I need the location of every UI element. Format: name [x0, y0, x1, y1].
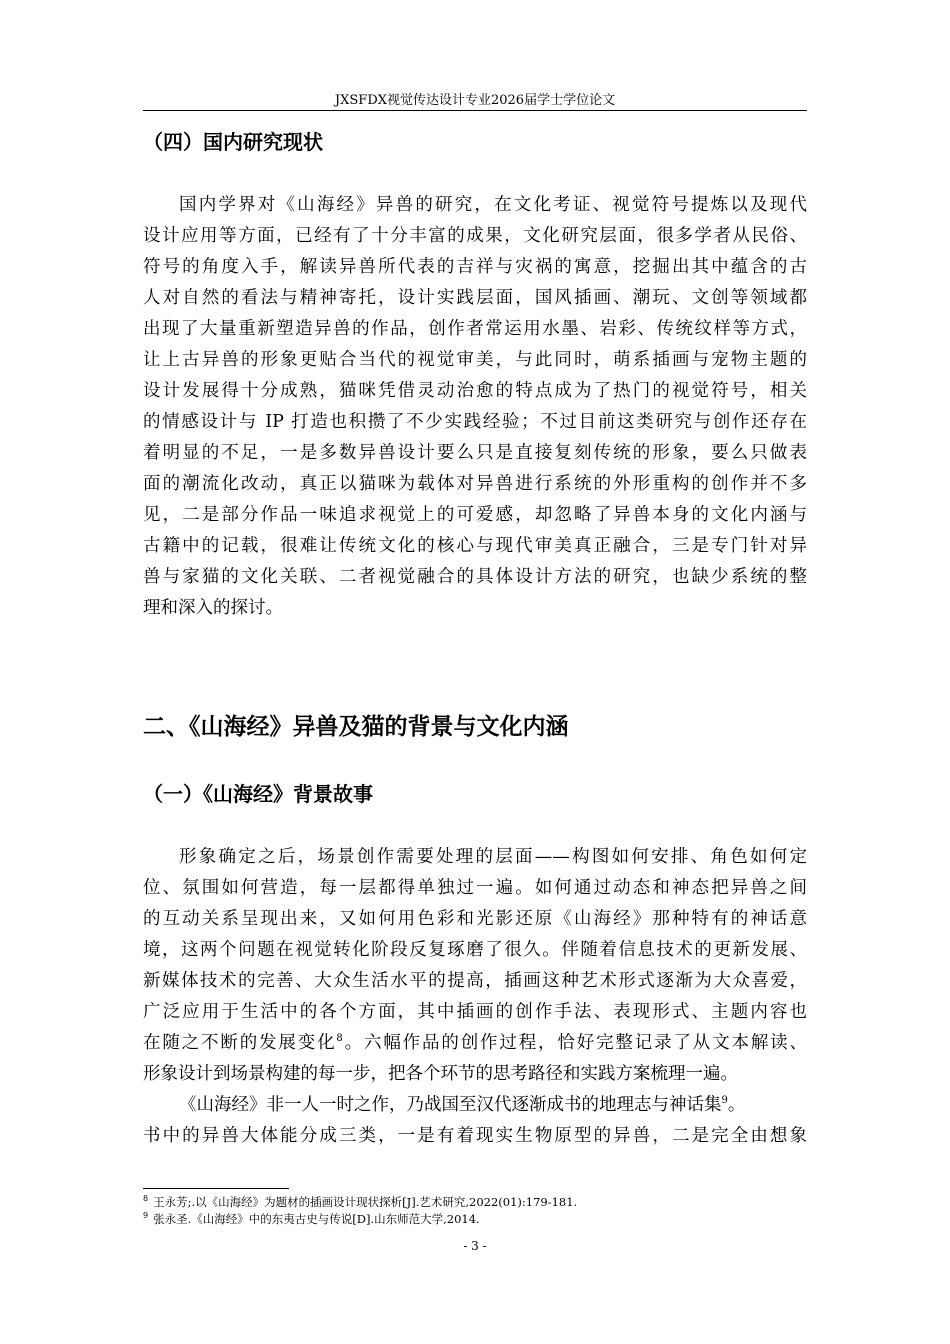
text-line: 境，这两个问题在视觉转化阶段反复琢磨了很久。伴随着信息技术的更新发展、: [143, 940, 807, 960]
paragraph-background-story: [143, 842, 807, 1152]
text-span: 。: [727, 1095, 746, 1115]
text-line: 兽与家猫的文化关联、二者视觉融合的具体设计方法的研究，也缺少系统的整: [143, 567, 807, 587]
paragraph-domestic-status: [143, 190, 807, 624]
text-line: 符号的角度入手，解读异兽所代表的吉祥与灾祸的寓意，挖掘出其中蕴含的古: [143, 257, 807, 277]
text-line: 理和深入的探讨。: [143, 598, 283, 618]
text-line: 见，二是部分作品一味追求视觉上的可爱感，却忽略了异兽本身的文化内涵与: [143, 505, 807, 525]
footnote-ref-8[interactable]: 8: [336, 1033, 343, 1045]
footnote-text: 王永芳;.以《山海经》为题材的插画设计现状探析[J].艺术研究,2022(01):179-181.: [153, 1195, 578, 1209]
footnote-rule: [143, 1188, 289, 1189]
text-line: 的情感设计与 IP 打造也积攒了不少实践经验；不过目前这类研究与创作还存在: [143, 412, 807, 432]
text-line: 位、氛围如何营造，每一层都得单独过一遍。如何通过动态和神态把异兽之间: [143, 878, 807, 898]
footnote-text: 张永圣.《山海经》中的东夷古史与传说[D].山东师范大学,2014.: [153, 1212, 480, 1226]
text-line: 书中的异兽大体能分成三类，一是有着现实生物原型的异兽，二是完全由想象: [143, 1126, 807, 1146]
text-line: 面的潮流化改动，真正以猫咪为载体对异兽进行系统的外形重构的创作并不多: [143, 474, 807, 494]
text-line: 的互动关系呈现出来，又如何用色彩和光影还原《山海经》那种特有的神话意: [143, 909, 807, 929]
text-line: 让上古异兽的形象更贴合当代的视觉审美，与此同时，萌系插画与宠物主题的: [143, 350, 807, 370]
text-span: 《山海经》非一人一时之作，乃战国至汉代逐渐成书的地理志与神话集: [179, 1095, 722, 1115]
text-line: 设计应用等方面，已经有了十分丰富的成果，文化研究层面，很多学者从民俗、: [143, 226, 807, 246]
text-line: 出现了大量重新塑造异兽的作品，创作者常运用水墨、岩彩、传统纹样等方式，: [143, 319, 807, 339]
text-line: [143, 1090, 807, 1121]
header-rule: [143, 110, 807, 111]
page-number: - 3 -: [463, 1239, 487, 1253]
text-line: 形象确定之后，场景创作需要处理的层面——构图如何安排、角色如何定: [179, 847, 807, 867]
text-line: 新媒体技术的完善、大众生活水平的提高，插画这种艺术形式逐渐为大众喜爱，: [143, 971, 807, 991]
text-line: 国内学界对《山海经》异兽的研究，在文化考证、视觉符号提炼以及现代: [179, 195, 807, 215]
footnotes: [143, 1194, 807, 1228]
footnote-9: [143, 1211, 807, 1228]
text-line: 广泛应用于生活中的各个方面，其中插画的创作手法、表现形式、主题内容也: [143, 1002, 807, 1022]
section-heading-domestic-status: （四）国内研究现状: [143, 130, 323, 154]
footnote-mark: 9: [143, 1211, 149, 1221]
text-span: 。六幅作品的创作过程，恰好完整记录了从文本解读、: [342, 1033, 808, 1053]
running-header: JXSFDX视觉传达设计专业2026届学士学位论文: [334, 93, 616, 108]
chapter-heading-two: 二、《山海经》异兽及猫的背景与文化内涵: [143, 714, 569, 740]
text-line: 设计发展得十分成熟，猫咪凭借灵动治愈的特点成为了热门的视觉符号，相关: [143, 381, 807, 401]
footnote-8: [143, 1194, 807, 1211]
text-span: 在随之不断的发展变化: [143, 1033, 337, 1053]
footnote-mark: 8: [143, 1194, 149, 1204]
text-line: 形象设计到场景构建的每一步，把各个环节的思考路径和实践方案梳理一遍。: [143, 1064, 738, 1084]
text-line: 人对自然的看法与精神寄托，设计实践层面，国风插画、潮玩、文创等领域都: [143, 288, 807, 308]
text-line: [143, 1028, 807, 1059]
footnote-ref-9[interactable]: 9: [721, 1095, 728, 1107]
section-heading-background-story: （一）《山海经》背景故事: [143, 782, 373, 806]
text-line: 着明显的不足，一是多数异兽设计要么只是直接复刻传统的形象，要么只做表: [143, 443, 807, 463]
text-line: 古籍中的记载，很难让传统文化的核心与现代审美真正融合，三是专门针对异: [143, 536, 807, 556]
